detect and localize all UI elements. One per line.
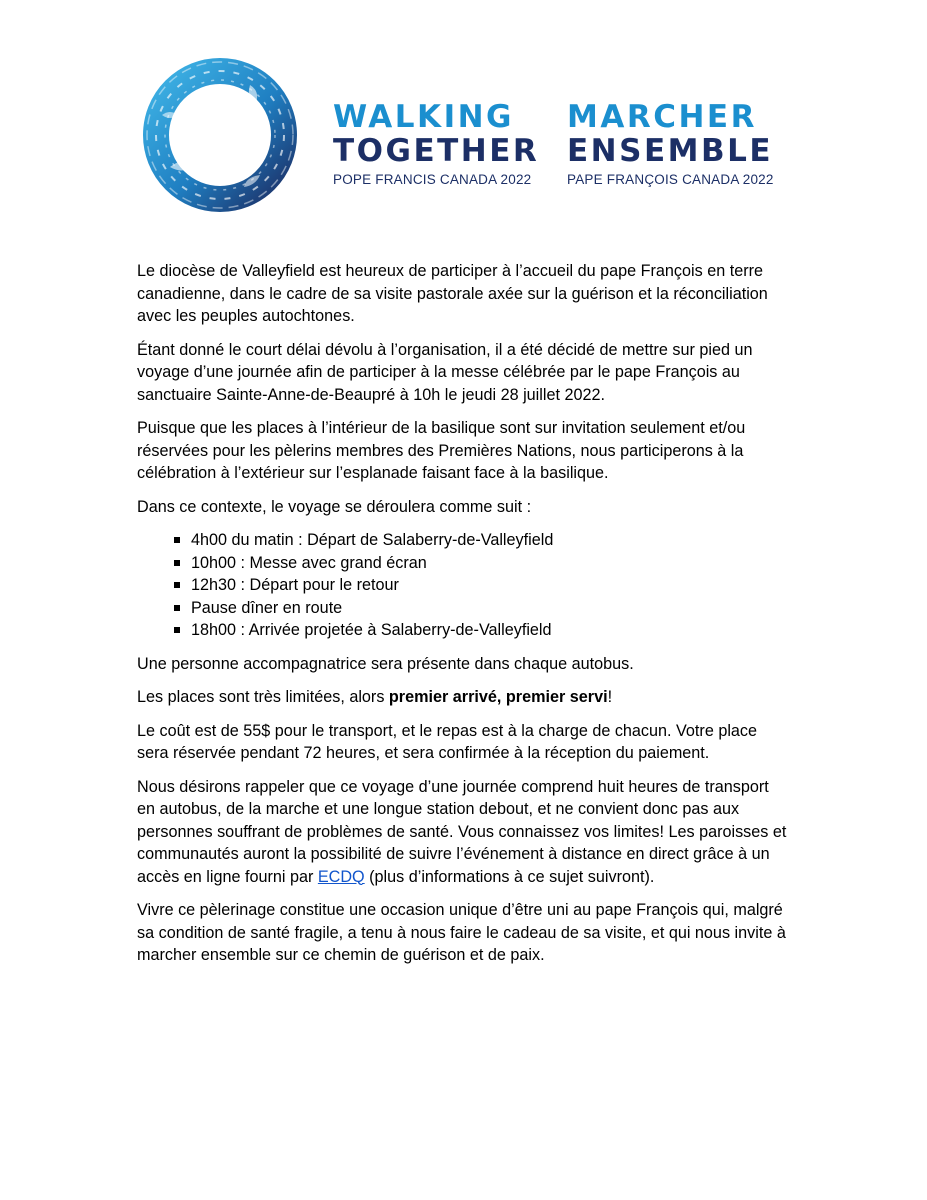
title-ensemble: ENSEMBLE — [567, 133, 774, 169]
bullet-icon — [174, 537, 180, 543]
paragraph-cost: Le coût est de 55$ pour le transport, et le repas est à la charge de chacun. Votre place sera réservée pendant 72 heures, et sera confirmée à la réception du paiement. — [137, 721, 758, 762]
bullet-icon — [174, 627, 180, 633]
bullet-icon — [174, 605, 180, 611]
letter-body — [137, 260, 787, 978]
schedule-item — [137, 552, 787, 575]
schedule-item — [137, 619, 787, 642]
schedule-item-text: 10h00 : Messe avec grand écran — [191, 553, 427, 572]
subtitle-french: PAPE FRANÇOIS CANADA 2022 — [567, 172, 774, 187]
bullet-icon — [174, 582, 180, 588]
walking-together-circle-logo — [140, 55, 300, 215]
limited-places-end: ! — [607, 688, 613, 706]
paragraph-health-notice — [137, 776, 787, 889]
schedule-item — [137, 574, 787, 597]
paragraph-intro: Le diocèse de Valleyfield est heureux de participer à l’accueil du pape François en terre canadienne, dans le cadre de sa visite pastorale axée sur la guérison et la réconciliation avec les peuples autochtones. — [137, 262, 768, 325]
schedule-item-text: 4h00 du matin : Départ de Salaberry-de-Valleyfield — [191, 531, 554, 549]
health-notice-end: (plus d’informations à ce sujet suivront). — [364, 867, 655, 886]
health-notice-text: Nous désirons rappeler que ce voyage d’une journée comprend huit heures de transport en autobus, de la marche et une longue station debout, et ne convient donc pas aux personnes souffrant de problèmes de santé. Vous connaissez vos limites! Les paroisses et communautés auront la possibilité de suivre l’événement à distance en direct grâce à un accès en ligne fourni par — [137, 777, 787, 886]
title-marcher: MARCHER — [567, 99, 757, 135]
schedule-item — [137, 597, 787, 620]
english-title-block — [333, 100, 539, 187]
paragraph-schedule-intro: Dans ce contexte, le voyage se déroulera comme suit : — [137, 497, 532, 516]
schedule-item-text: 12h30 : Départ pour le retour — [191, 576, 399, 594]
bullet-icon — [174, 560, 180, 566]
schedule-item-text: 18h00 : Arrivée projetée à Salaberry-de-Valleyfield — [191, 621, 552, 639]
ecdq-link[interactable]: ECDQ — [317, 867, 365, 886]
paragraph-basilica: Puisque que les places à l’intérieur de la basilique sont sur invitation seulement et/ou réservées pour les pèlerins membres des Premières Nations, nous participerons à la célébration à l’extérieur sur l’esplanade faisant face à la basilique. — [137, 419, 746, 482]
paragraph-limited-places — [137, 686, 787, 709]
title-walking: WALKING — [333, 99, 514, 135]
paragraph-companion: Une personne accompagnatrice sera présente dans chaque autobus. — [137, 654, 634, 673]
page-header — [0, 0, 927, 230]
paragraph-context: Étant donné le court délai dévolu à l’organisation, il a été décidé de mettre sur pied un voyage d’une journée afin de participer à la messe célébrée par le pape François au sanctuaire Sainte-Anne-de-Beaupré à 10h le jeudi 28 juillet 2022. — [137, 340, 753, 404]
title-together: TOGETHER — [333, 133, 540, 169]
schedule-item — [137, 529, 787, 552]
first-come-emphasis: premier arrivé, premier servi — [388, 688, 608, 706]
french-title-block — [567, 100, 774, 187]
schedule-item-text: Pause dîner en route — [191, 598, 343, 617]
paragraph-closing: Vivre ce pèlerinage constitue une occasion unique d’être uni au pape François qui, malgré sa condition de santé fragile, a tenu à nous faire le cadeau de sa visite, et qui nous invite à marcher ensemble sur ce chemin de guérison et de paix. — [137, 901, 786, 964]
limited-places-text: Les places sont très limitées, alors — [137, 688, 389, 706]
subtitle-english: POPE FRANCIS CANADA 2022 — [333, 172, 532, 187]
schedule-list — [137, 529, 787, 642]
